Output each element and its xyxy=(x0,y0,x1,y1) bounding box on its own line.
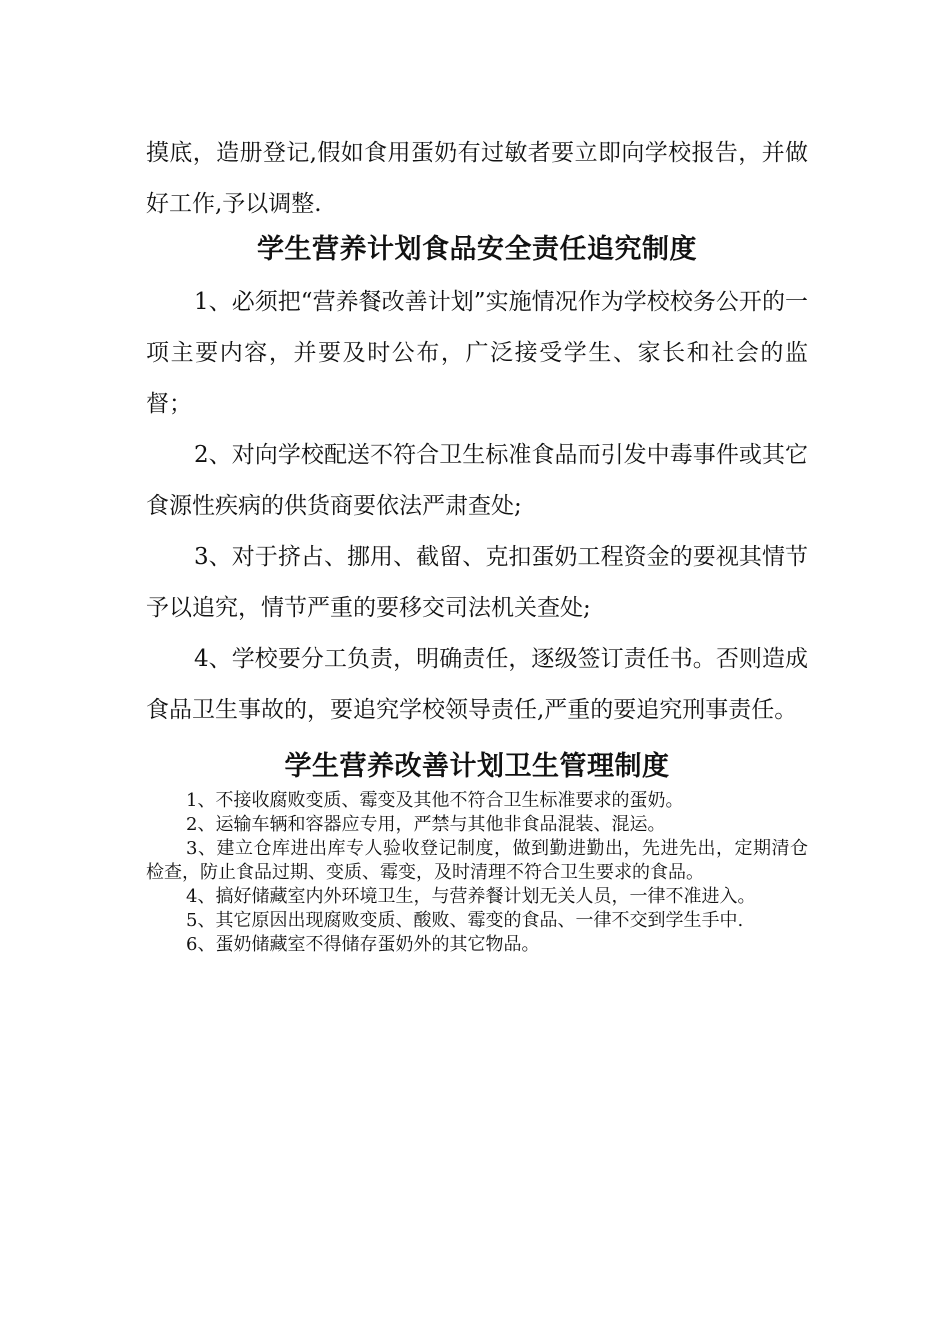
document-body xyxy=(146,128,808,957)
section2-item-1: 1、不接收腐败变质、霉变及其他不符合卫生标准要求的蛋奶。 xyxy=(186,790,684,811)
section1-item-4: 4、学校要分工负责，明确责任，逐级签订责任书。否则造成食品卫生事故的，要追究学校领导责任,严重的要追究刑事责任。 xyxy=(146,646,808,723)
section2-item-3: 3、建立仓库进出库专人验收登记制度，做到勤进勤出，先进先出，定期清仓检查，防止食品过期、变质、霉变，及时清理不符合卫生要求的食品。 xyxy=(146,838,808,883)
intro-paragraph: 摸底，造册登记,假如食用蛋奶有过敏者要立即向学校报告，并做好工作,予以调整. xyxy=(146,140,808,217)
section1-item-2: 2、对向学校配送不符合卫生标准食品而引发中毒事件或其它食源性疾病的供货商要依法严肃查处; xyxy=(146,442,808,519)
section2-item-2: 2、运输车辆和容器应专用，严禁与其他非食品混装、混运。 xyxy=(186,814,666,835)
section2-item-6: 6、蛋奶储藏室不得储存蛋奶外的其它物品。 xyxy=(186,934,540,955)
section2-item-5: 5、其它原因出现腐败变质、酸败、霉变的食品、一律不交到学生手中. xyxy=(186,910,744,931)
section1-title: 学生营养计划食品安全责任追究制度 xyxy=(257,234,697,265)
section2-list xyxy=(146,789,808,957)
section2-title: 学生营养改善计划卫生管理制度 xyxy=(284,751,670,782)
section1-item-1: 1、必须把“营养餐改善计划”实施情况作为学校校务公开的一项主要内容，并要及时公布，广泛接受学生、家长和社会的监督； xyxy=(146,289,808,417)
section1-item-3: 3、对于挤占、挪用、截留、克扣蛋奶工程资金的要视其情节予以追究，情节严重的要移交司法机关查处; xyxy=(146,544,808,621)
section2-item-4: 4、搞好储藏室内外环境卫生，与营养餐计划无关人员，一律不准进入。 xyxy=(186,886,756,907)
